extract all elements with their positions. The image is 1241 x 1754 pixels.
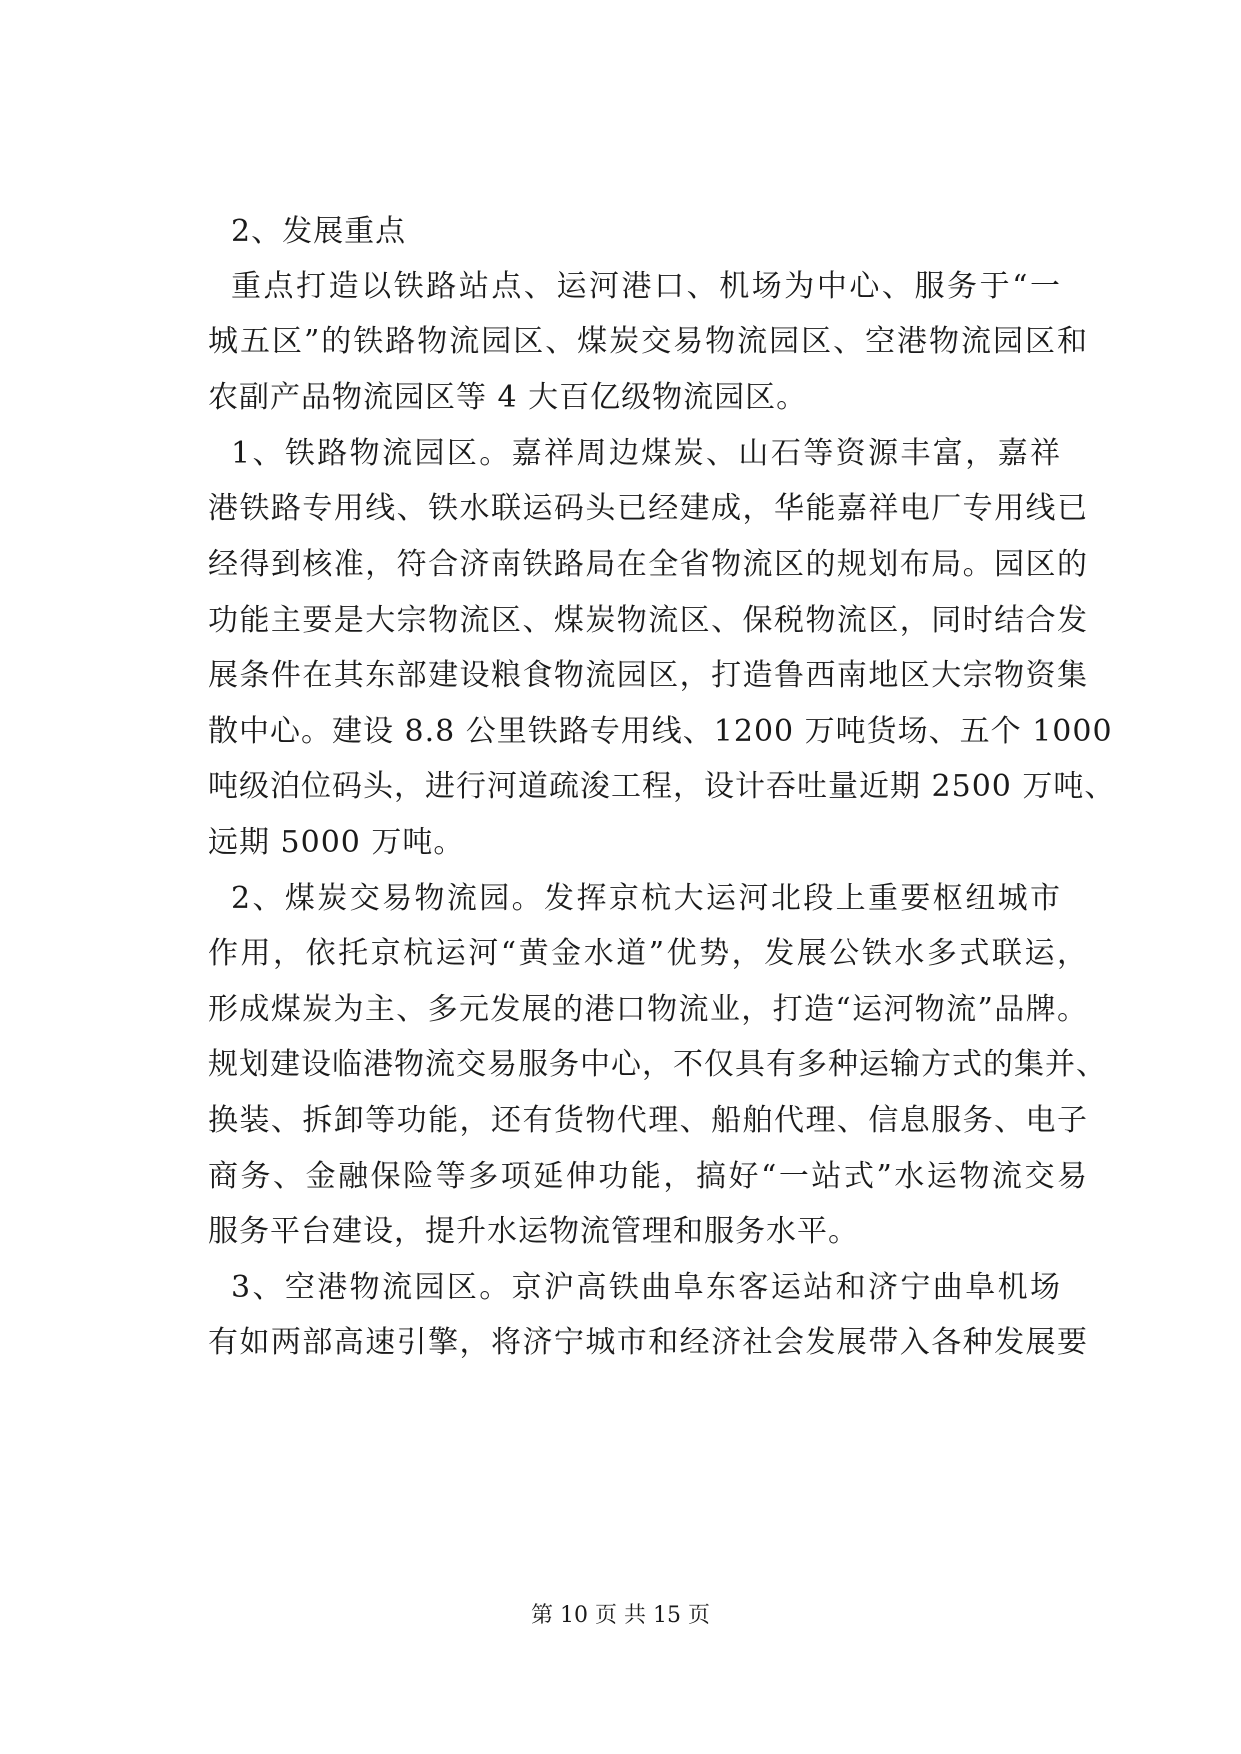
paragraph-line: 换装、拆卸等功能，还有货物代理、船舶代理、信息服务、电子 [208, 1103, 1088, 1138]
paragraph-line: 港铁路专用线、铁水联运码头已经建成，华能嘉祥电厂专用线已 [208, 491, 1088, 526]
paragraph-line: 1、铁路物流园区。嘉祥周边煤炭、山石等资源丰富，嘉祥 [231, 436, 1061, 471]
paragraph-line: 有如两部高速引擎，将济宁城市和经济社会发展带入各种发展要 [208, 1325, 1088, 1360]
paragraph-line: 远期 5000 万吨。 [208, 825, 465, 860]
paragraph-line: 农副产品物流园区等 4 大百亿级物流园区。 [208, 380, 808, 415]
paragraph-line: 城五区”的铁路物流园区、煤炭交易物流园区、空港物流园区和 [208, 324, 1088, 359]
paragraph-line: 2、煤炭交易物流园。发挥京杭大运河北段上重要枢纽城市 [231, 881, 1061, 916]
paragraph-line: 规划建设临港物流交易服务中心，不仅具有多种运输方式的集并、 [208, 1047, 1107, 1082]
paragraph-line: 展条件在其东部建设粮食物流园区，打造鲁西南地区大宗物资集 [208, 658, 1088, 693]
paragraph-line: 形成煤炭为主、多元发展的港口物流业，打造“运河物流”品牌。 [208, 992, 1088, 1027]
section-heading: 2、发展重点 [231, 214, 407, 249]
paragraph-line: 经得到核准，符合济南铁路局在全省物流区的规划布局。园区的 [208, 547, 1088, 582]
paragraph-line: 重点打造以铁路站点、运河港口、机场为中心、服务于“一 [231, 269, 1061, 304]
paragraph-line: 散中心。建设 8.8 公里铁路专用线、1200 万吨货场、五个 1000 [208, 714, 1113, 749]
paragraph-line: 功能主要是大宗物流区、煤炭物流区、保税物流区，同时结合发 [208, 603, 1088, 638]
page-number-footer: 第 10 页 共 15 页 [531, 1603, 710, 1628]
paragraph-line: 服务平台建设，提升水运物流管理和服务水平。 [208, 1214, 859, 1249]
paragraph-line: 商务、金融保险等多项延伸功能，搞好“一站式”水运物流交易 [208, 1159, 1088, 1194]
paragraph-line: 吨级泊位码头，进行河道疏浚工程，设计吞吐量近期 2500 万吨、 [208, 769, 1116, 804]
paragraph-line: 3、空港物流园区。京沪高铁曲阜东客运站和济宁曲阜机场 [231, 1270, 1061, 1305]
paragraph-line: 作用，依托京杭运河“黄金水道”优势，发展公铁水多式联运， [208, 936, 1088, 971]
